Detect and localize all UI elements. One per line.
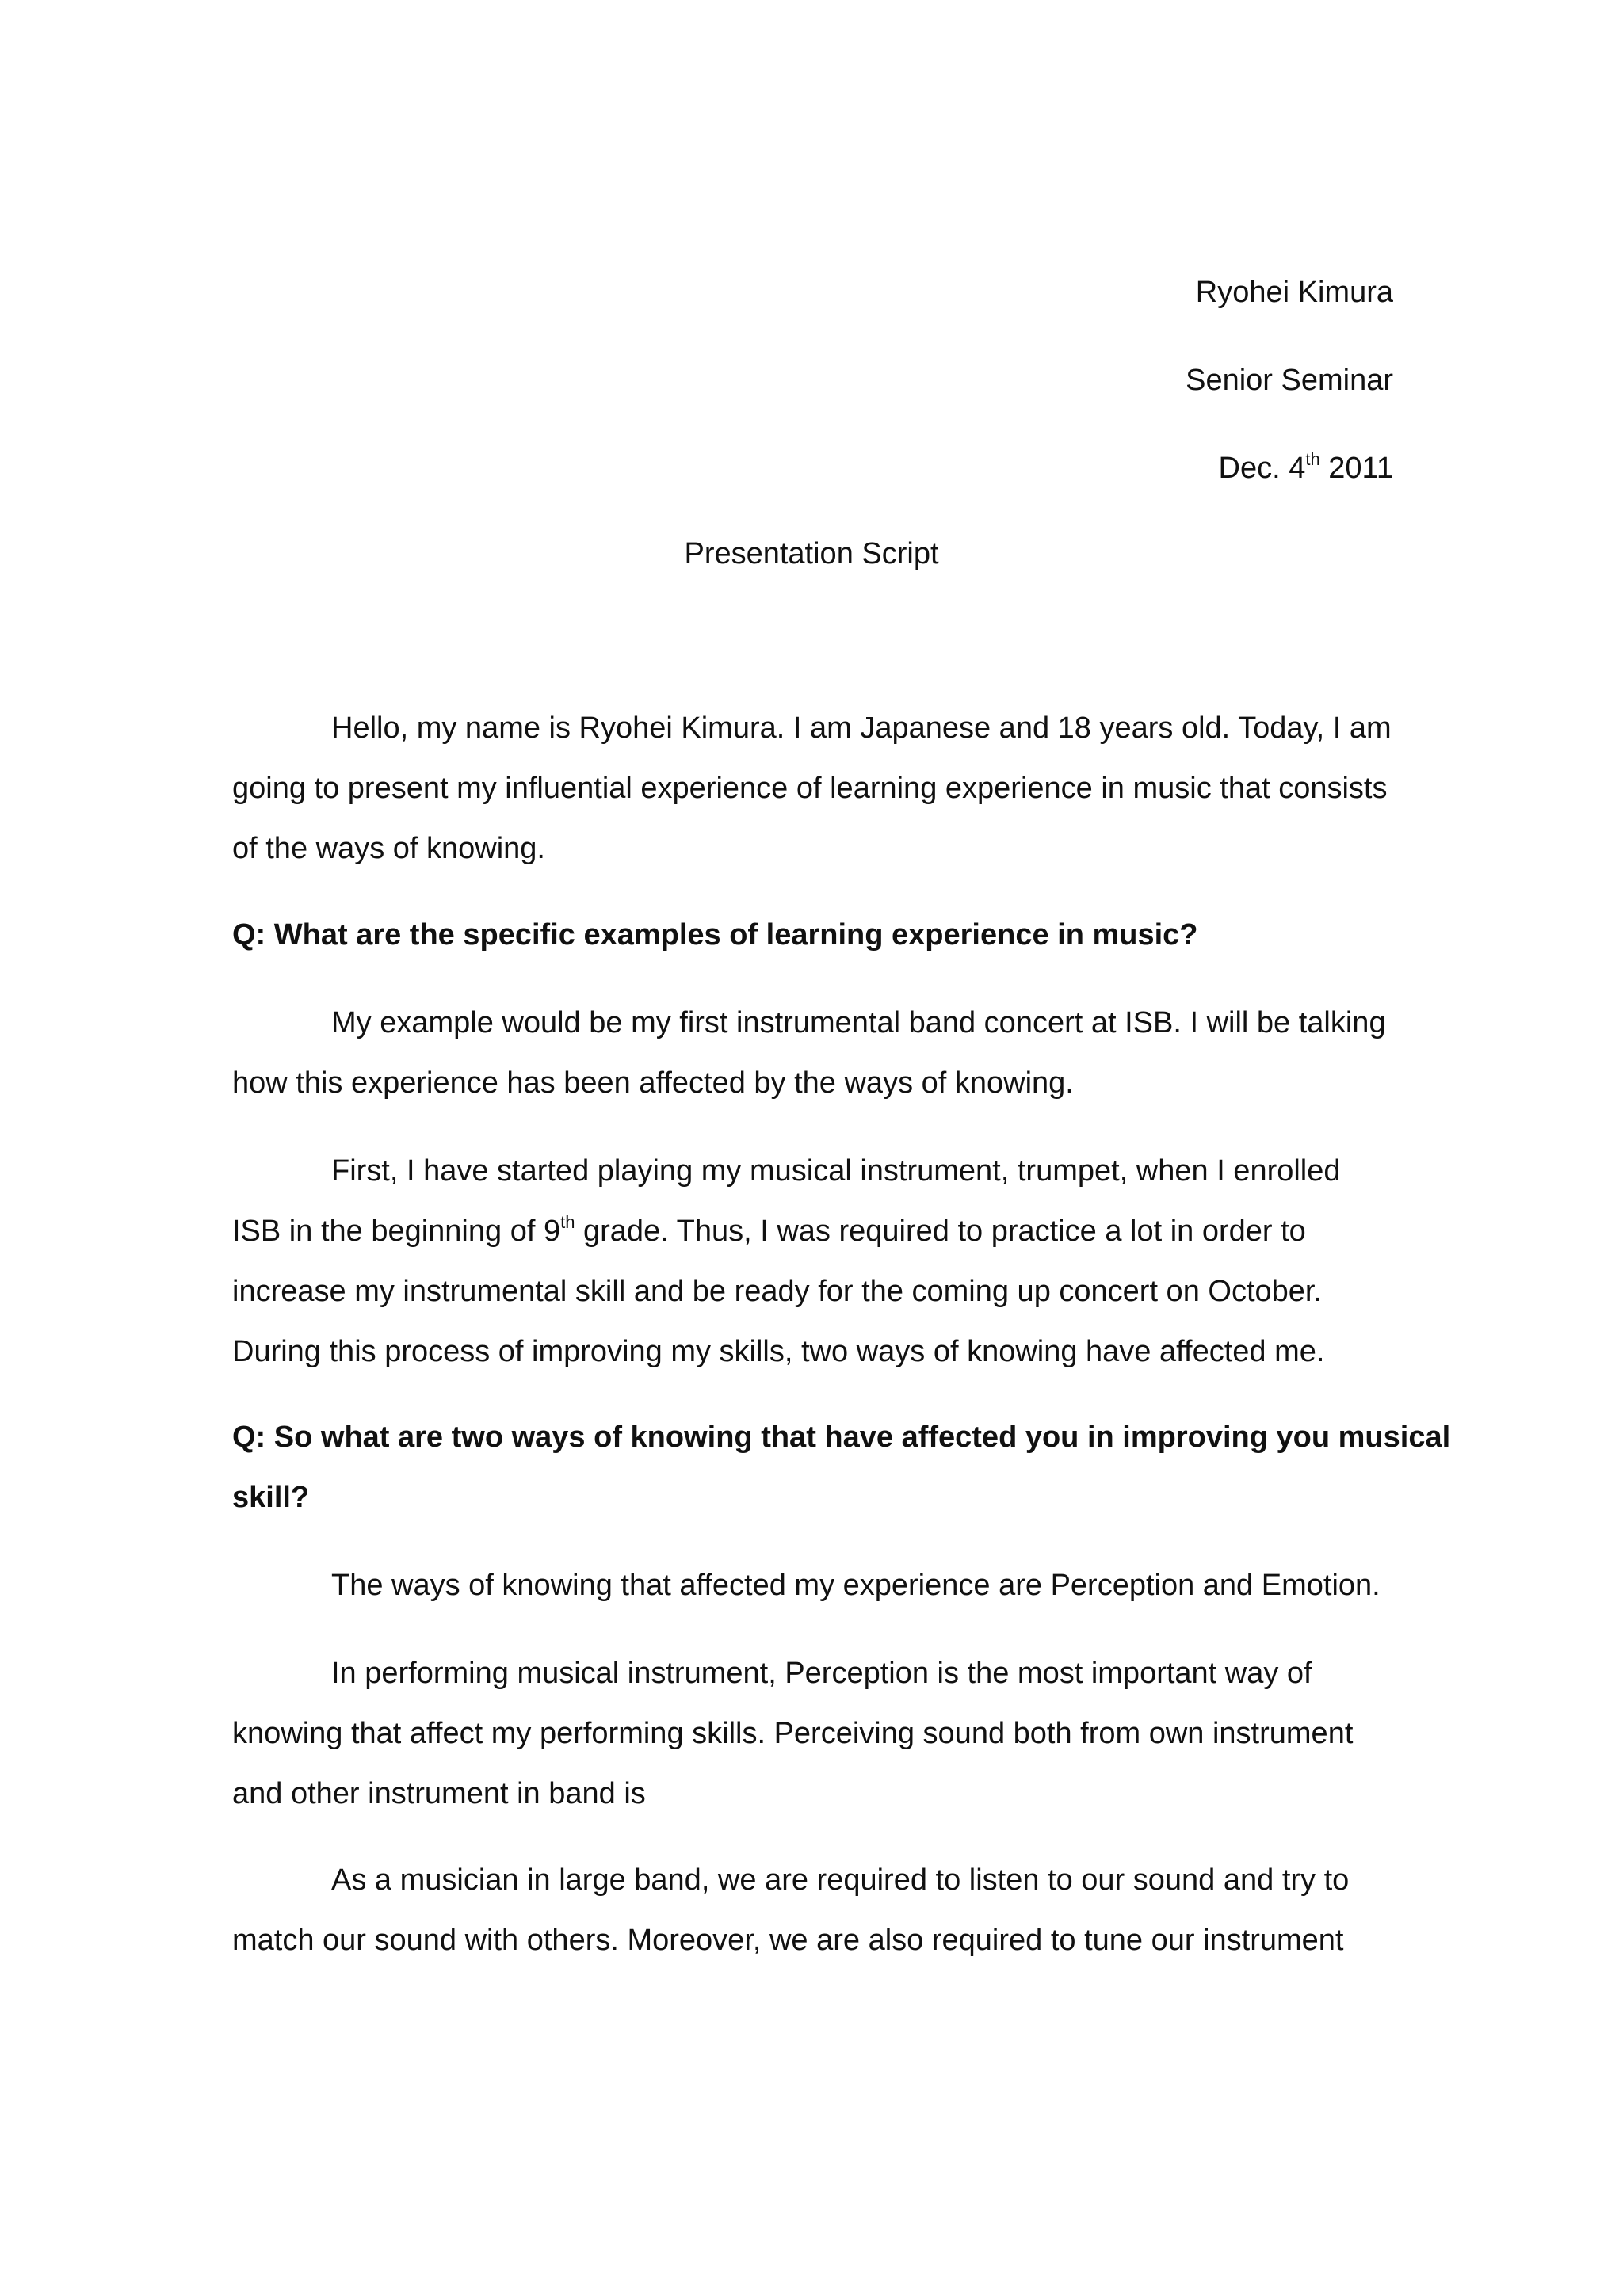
paragraph-musician <box>232 1850 1399 1970</box>
paragraph-example <box>232 993 1399 1113</box>
text-line: match our sound with others. Moreover, we are also required to tune our instrument <box>232 1924 1344 1957</box>
text-line: First, I have started playing my musical instrument, trumpet, when I enrolled <box>331 1154 1341 1188</box>
date-suffix: 2011 <box>1319 452 1393 485</box>
text-line: The ways of knowing that affected my experience are Perception and Emotion. <box>331 1569 1381 1602</box>
text-line: In performing musical instrument, Perception is the most important way of <box>331 1657 1312 1690</box>
question-2 <box>232 1407 1451 1527</box>
course-name: Senior Seminar <box>1186 364 1393 397</box>
text-fragment: grade. Thus, I was required to practice a lot in order to <box>575 1215 1306 1248</box>
paragraph-intro <box>232 698 1399 879</box>
question-line: skill? <box>232 1481 310 1514</box>
text-line <box>232 1201 1399 1261</box>
text-line: knowing that affect my performing skills. Perceiving sound both from own instrument <box>232 1717 1354 1750</box>
document-title: Presentation Script <box>684 537 939 570</box>
text-line: During this process of improving my skills, two ways of knowing have affected me. <box>232 1335 1325 1368</box>
question-1 <box>232 905 1399 965</box>
text-line: of the ways of knowing. <box>232 832 545 865</box>
text-line: As a musician in large band, we are required to listen to our sound and try to <box>331 1863 1350 1897</box>
text-line: My example would be my first instrumental band concert at ISB. I will be talking <box>331 1006 1386 1039</box>
question-line: Q: What are the specific examples of learning experience in music? <box>232 918 1198 952</box>
text-line: and other instrument in band is <box>232 1777 646 1810</box>
document-date <box>1218 449 1393 485</box>
ordinal-suffix: th <box>560 1212 575 1233</box>
text-line: Hello, my name is Ryohei Kimura. I am Japanese and 18 years old. Today, I am <box>331 711 1392 745</box>
text-fragment: ISB in the beginning of 9 <box>232 1215 561 1248</box>
author-name: Ryohei Kimura <box>1195 276 1393 309</box>
text-line: increase my instrumental skill and be ready for the coming up concert on October. <box>232 1275 1323 1308</box>
text-line: how this experience has been affected by the ways of knowing. <box>232 1066 1074 1100</box>
paragraph-first <box>232 1141 1399 1382</box>
text-line: going to present my influential experience of learning experience in music that consists <box>232 772 1388 805</box>
paragraph-perception <box>232 1643 1399 1824</box>
date-prefix: Dec. 4 <box>1218 452 1306 485</box>
date-ordinal: th <box>1305 449 1320 470</box>
paragraph-ways-of-knowing <box>232 1555 1399 1615</box>
question-line: Q: So what are two ways of knowing that have affected you in improving you musical <box>232 1421 1451 1454</box>
